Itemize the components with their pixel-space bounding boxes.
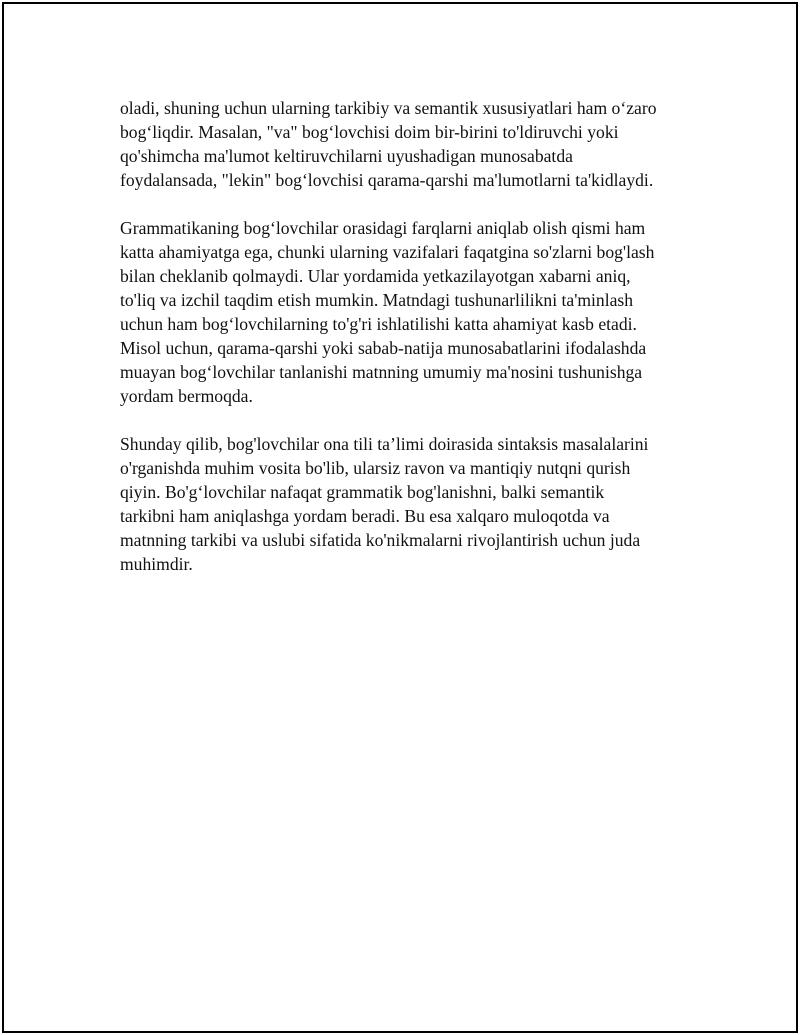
text-line: foydalansada, "lekin" bog‘lovchisi qarama-qarshi ma'lumotlarni ta'kidlaydi. (120, 170, 654, 190)
text-line: Shunday qilib, bog'lovchilar ona tili ta’limi doirasida sintaksis masalalarini (120, 434, 649, 454)
text-line: tarkibni ham aniqlashga yordam beradi. Bu esa xalqaro muloqotda va (120, 506, 610, 526)
document-body (120, 96, 700, 600)
text-line: muayan bog‘lovchilar tanlanishi matnning umumiy ma'nosini tushunishga (120, 362, 643, 382)
text-line: o'rganishda muhim vosita bo'lib, ularsiz ravon va mantiqiy nutqni qurish (120, 458, 631, 478)
text-line: yordam bermoqda. (120, 386, 253, 406)
text-line: muhimdir. (120, 554, 193, 574)
text-line: Grammatikaning bog‘lovchilar orasidagi farqlarni aniqlab olish qismi ham (120, 218, 646, 238)
text-line: oladi, shuning uchun ularning tarkibiy va semantik xususiyatlari ham o‘zaro (120, 98, 657, 118)
text-line: bilan cheklanib qolmaydi. Ular yordamida yetkazilayotgan xabarni aniq, (120, 266, 631, 286)
text-line: to'liq va izchil taqdim etish mumkin. Matndagi tushunarlilikni ta'minlash (120, 290, 634, 310)
text-line: bog‘liqdir. Masalan, "va" bog‘lovchisi doim bir-birini to'ldiruvchi yoki (120, 122, 619, 142)
text-line: qo'shimcha ma'lumot keltiruvchilarni uyushadigan munosabatda (120, 146, 573, 166)
text-line: Misol uchun, qarama-qarshi yoki sabab-natija munosabatlarini ifodalashda (120, 338, 647, 358)
paragraph-3 (120, 432, 700, 576)
text-line: qiyin. Bo'g‘lovchilar nafaqat grammatik bog'lanishni, balki semantik (120, 482, 605, 502)
text-line: katta ahamiyatga ega, chunki ularning vazifalari faqatgina so'zlarni bog'lash (120, 242, 655, 262)
paragraph-2 (120, 216, 700, 408)
paragraph-1 (120, 96, 700, 192)
document-page (2, 2, 798, 1033)
text-line: matnning tarkibi va uslubi sifatida ko'nikmalarni rivojlantirish uchun juda (120, 530, 641, 550)
text-line: uchun ham bog‘lovchilarning to'g'ri ishlatilishi katta ahamiyat kasb etadi. (120, 314, 637, 334)
